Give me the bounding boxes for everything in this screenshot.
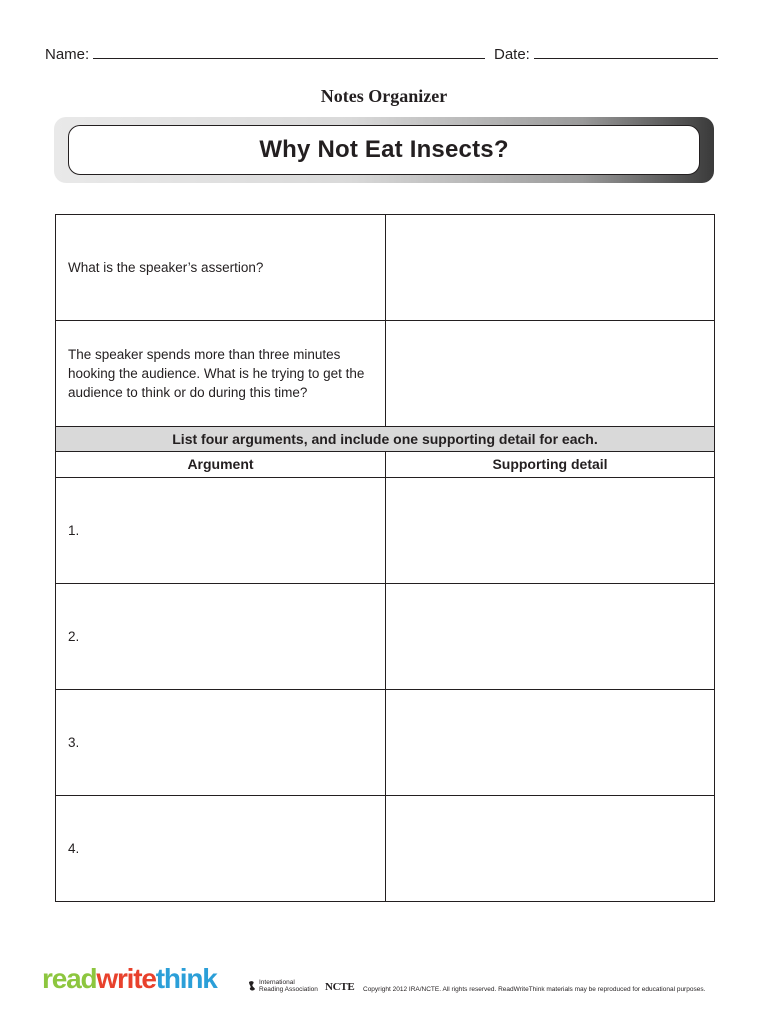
title-box bbox=[68, 125, 700, 175]
name-label: Name: bbox=[45, 46, 90, 63]
argument-row bbox=[56, 478, 715, 584]
notes-organizer-table bbox=[55, 214, 715, 902]
argument-cell[interactable]: 3. bbox=[56, 690, 386, 796]
answer-cell[interactable] bbox=[386, 321, 715, 427]
logo-read: read bbox=[42, 963, 97, 994]
supporting-detail-cell[interactable] bbox=[386, 584, 715, 690]
ira-logo bbox=[248, 979, 318, 993]
question-cell: The speaker spends more than three minutes hooking the audience. What is he trying to get the audience to think or do during this time? bbox=[56, 321, 386, 427]
column-header-row bbox=[56, 452, 715, 478]
ira-emblem-icon bbox=[248, 980, 256, 992]
question-row bbox=[56, 321, 715, 427]
ncte-logo: NCTE bbox=[325, 981, 355, 993]
supporting-detail-cell[interactable] bbox=[386, 478, 715, 584]
argument-cell[interactable]: 1. bbox=[56, 478, 386, 584]
date-field[interactable] bbox=[494, 42, 718, 63]
question-row bbox=[56, 215, 715, 321]
instruction-text: List four arguments, and include one supporting detail for each. bbox=[56, 427, 715, 452]
page-footer bbox=[42, 960, 732, 1010]
instruction-row bbox=[56, 427, 715, 452]
page-title: Why Not Eat Insects? bbox=[259, 136, 509, 163]
readwritethink-logo bbox=[42, 963, 217, 995]
copyright-notice: Copyright 2012 IRA/NCTE. All rights reserved. ReadWriteThink materials may be reproduced for educational purposes. bbox=[363, 986, 706, 993]
date-label: Date: bbox=[494, 46, 530, 63]
question-cell: What is the speaker’s assertion? bbox=[56, 215, 386, 321]
argument-row bbox=[56, 584, 715, 690]
logo-think: think bbox=[155, 963, 217, 994]
supporting-detail-cell[interactable] bbox=[386, 796, 715, 902]
argument-cell[interactable]: 2. bbox=[56, 584, 386, 690]
title-banner bbox=[54, 117, 714, 183]
argument-row bbox=[56, 690, 715, 796]
name-blank-line[interactable] bbox=[93, 42, 485, 59]
argument-row bbox=[56, 796, 715, 902]
answer-cell[interactable] bbox=[386, 215, 715, 321]
date-blank-line[interactable] bbox=[534, 42, 718, 59]
supporting-detail-header: Supporting detail bbox=[386, 452, 715, 478]
ira-text: International Reading Association bbox=[259, 979, 318, 993]
page-subtitle: Notes Organizer bbox=[320, 86, 448, 106]
supporting-detail-cell[interactable] bbox=[386, 690, 715, 796]
name-date-line bbox=[45, 42, 725, 66]
name-field[interactable] bbox=[45, 42, 485, 63]
argument-cell[interactable]: 4. bbox=[56, 796, 386, 902]
argument-header: Argument bbox=[56, 452, 386, 478]
logo-write: write bbox=[96, 963, 156, 994]
